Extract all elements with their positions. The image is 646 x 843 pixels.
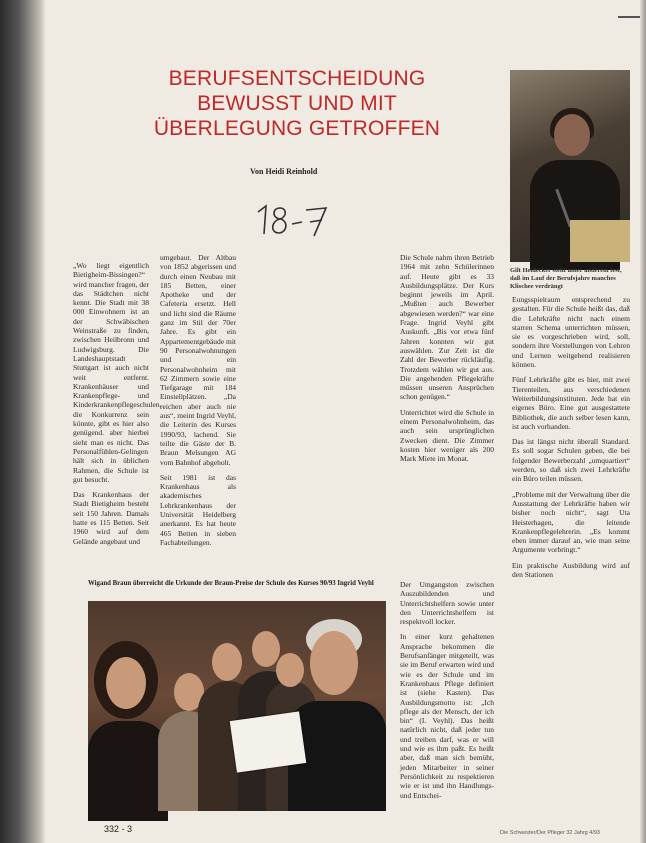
text-column-1	[73, 261, 162, 571]
headline-line-3: ÜBERLEGUNG GETROFFEN	[153, 117, 441, 140]
headline-line-2: BEWUSST UND MIT	[197, 92, 397, 115]
text-column-2	[160, 253, 236, 571]
speaker-photo	[510, 70, 630, 262]
corner-mark	[618, 16, 640, 18]
person-face	[106, 657, 146, 709]
paragraph: „Probleme mit der Verwaltung über die Ausstattung der Lehrkräfte haben wir bisher noch nicht“, sagt Uta Heisterhagen, die leitende Krankenpflegelehrerin. „Es kommt eben immer darauf an, wie man seine Argumente vorbringt.“	[512, 489, 630, 555]
photo-caption-bottom: Wigand Braun überreicht die Urkunde der Braun-Preise der Schule des Kurses 90/93 Ingrid Veyhl	[88, 580, 374, 587]
text-column-3-lower	[400, 580, 494, 815]
handwritten-annotation	[252, 198, 332, 240]
paragraph: Fünf Lehrkräfte gibt es hier, mit zwei Tierenteilen, aus verschiedenen Weiterbildungsinstituten. Jede hat ein eigenes Büro. Eine gut ausgestattete Bibliothek, die auch selber lesen kann, ist auch vorhanden.	[512, 375, 630, 431]
man-face	[310, 631, 358, 695]
paragraph: umgebaut. Der Altbau von 1852 abgerissen und durch einen Neubau mit 185 Betten, einer Apotheke und der Cafeteria ersetzt. Hell und licht sind die Räume ganz im Stil der 70er Jahre. Es gibt ein Appartementgebäude mit 90 Personalwohnungen und ein Personalwohnheim mit 62 Zimmern sowie eine Tiefgarage mit 184 Einstellplätzen. „Da reichen aber auch nie aus“, meint Ingrid Veyhl, die Leiterin des Kurses 1990/93, lachend. Sie teilte die Gäste der B. Braun Melsungen AG vom Bahnhof abgeholt.	[160, 253, 237, 467]
handwritten-text: 18 - 8	[252, 198, 255, 199]
publication-footer: Die Schwester/Der Pfleger 32 Jahrg 4/93	[500, 830, 600, 836]
paragraph: Unterrichtet wird die Schule in einem Personalwohnheim, das auch sein ursprünglichen Zwecken dient. Die Zimmer kosten hier weniger als 200 Mark Miete im Monat.	[400, 407, 494, 464]
certificate	[230, 711, 307, 772]
speaker-face	[554, 114, 590, 156]
photo-caption-top: Gilt Heidecker steht unter anderem fest, daß im Lauf der Berufsjahre manches Klischee verdrängt	[510, 267, 622, 290]
person-face	[212, 643, 242, 681]
paragraph: Das Krankenhaus der Stadt Bietigheim besteht seit 150 Jahren. Damals hatte es 115 Betten. Seit 1960 wird auf dem Gelände angebaut und	[73, 490, 149, 546]
lectern	[570, 220, 630, 262]
text-column-4	[512, 295, 630, 815]
person-woman-left	[88, 721, 168, 821]
article-headline	[112, 66, 482, 141]
page-edge	[640, 0, 646, 843]
paragraph: Eungsspielraum entsprechend zu gestalten. Für die Schule heißt das, daß die Lehrkräfte nicht nach einem starren Schema unterrichten müssen, sie es vorgeschrieben wird, soll, sondern ihre Vorstellungen von Lehren und Lernen weitgehend realisieren können.	[512, 295, 630, 370]
paragraph: In einer kurz gehaltenen Ansprache bekommen die Berufsanfänger mitgeteilt, was sie im Beruf erwarten wird und wie es der Schule und im Krankenhaus Pflege definiert ist (siehe Kasten). Das Ausbildungsmotto ist: „Ich pflege als der Mensch, der ich bin“ (I. Veyhl). Das heißt natürlich nicht, daß jeder tun und treiben darf, was er will und wie es ihm paßt. Es heißt aber, daß man sich bemüht, jeden Mitarbeiter in seiner Persönlichkeit zu respektieren wie er ist und ihn Handlungs- und Entschei-	[400, 632, 494, 800]
person-face	[252, 631, 280, 667]
paragraph: Seit 1981 ist das Krankenhaus als akademisches Lehrkrankenhaus der Universität Heidelberg anerkannt. Es hat heute 465 Betten in sieben Fachabteilungen.	[160, 472, 236, 547]
book-spine-shadow	[0, 0, 46, 843]
article-byline: Von Heidi Reinhold	[250, 167, 318, 176]
group-photo	[88, 601, 386, 811]
paragraph: „Wo liegt eigentlich Bietigheim-Bissingen?“ wird mancher fragen, der das Städtchen nicht kennt. Die Stadt mit 38 000 Einwohnern ist an der Schwäbischen Weinstraße zu finden, zwischen Heilbronn und Ludwigsburg. Die Landeshauptstadt Stuttgart ist auch nicht weit entfernt. Krankenhäuser und Krankenpflege- und Kinderkrankenpflegeschulen, die Konkurrenz sein könnte, gibt es hier also genügend. aber hierbei sieht man es nicht. Das Personalfühlen-Gelingen hält sich in üblichen Rahmen, die Schule ist gut besucht.	[73, 261, 162, 484]
headline-line-1: BERUFSENTSCHEIDUNG	[168, 67, 426, 90]
paragraph: Der Umgangston zwischen Auszubildenden und Unterrichtshelfern sowie unter den Unterrichtshelfern ist respektvoll locker.	[400, 580, 494, 627]
paragraph: Ein praktische Ausbildung wird auf den Stationen	[512, 560, 630, 580]
paragraph: Das ist längst nicht überall Standard. Es soll sogar Schulen geben, die bei folgender Bewerberzahl „umquartiert“ werden, so daß sich zwei Lehrkräfte ein Büro teilen müssen.	[512, 437, 630, 484]
page-number: 332 - 3	[104, 824, 133, 834]
text-column-3	[400, 253, 494, 573]
person-face	[276, 653, 304, 687]
paragraph: Die Schule nahm ihren Betrieb 1964 mit zehn Schülerinnen auf. Heute gibt es 33 Ausbildungsplätze. Der Kurs beginnt jeweils im April. „Mußten auch Bewerber abgewiesen werden?“ war eine Frage. Ingrid Veyhl gibt Auskunft. „Bis vor etwa fünf Jahren konnten wir gut auswählen. Zur Zeit ist die Zahl der Bewerber rückläufig. Trotzdem wählen wir gut aus. Die angehenden Pflegekräfte müssen unseren Ansprüchen schon genügen.“	[400, 253, 494, 402]
